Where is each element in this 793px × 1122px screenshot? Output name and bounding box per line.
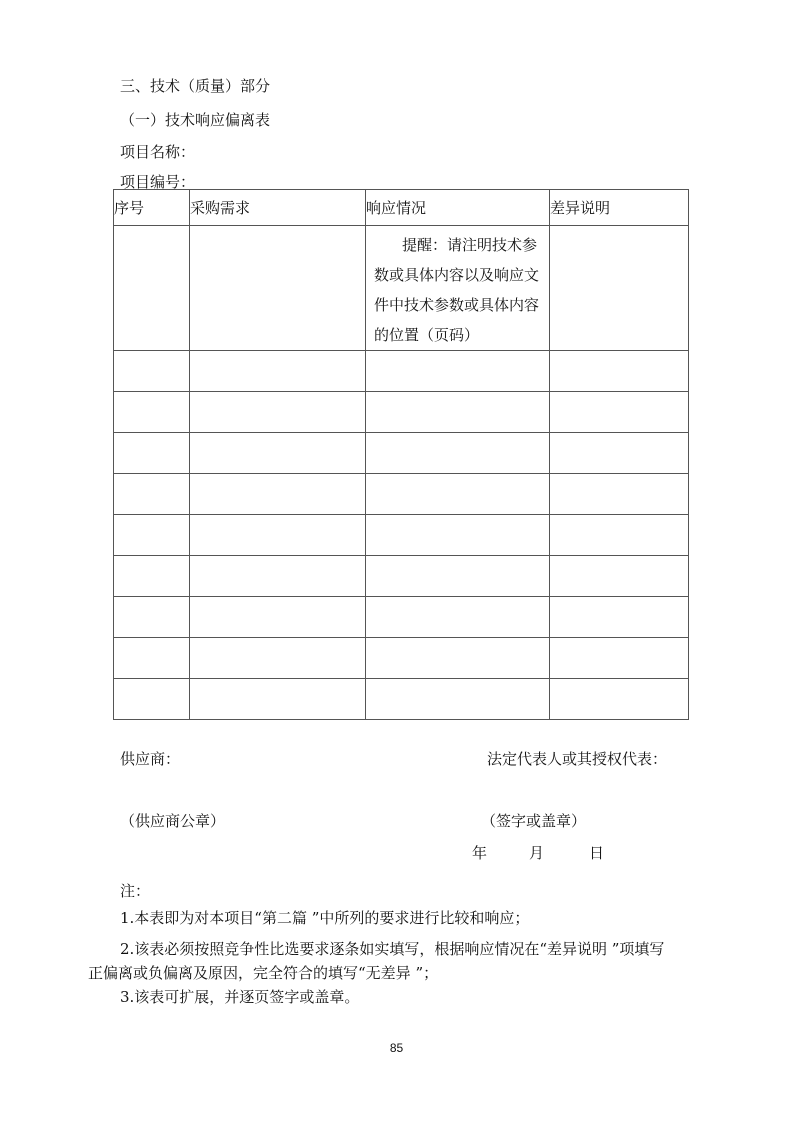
table-cell[interactable]: [190, 556, 366, 597]
table-cell[interactable]: [550, 433, 689, 474]
table-row: [114, 433, 689, 474]
notes-title: 注：: [120, 882, 151, 900]
table-cell[interactable]: [366, 474, 550, 515]
deviation-table: [113, 189, 689, 720]
header-difference: 差异说明: [550, 190, 689, 226]
table-cell[interactable]: [190, 515, 366, 556]
date-month-label: 月: [529, 844, 545, 862]
table-cell[interactable]: [114, 597, 190, 638]
note-item-1: 1.本表即为对本项目“第二篇 ”中所列的要求进行比较和响应；: [120, 909, 530, 927]
table-cell[interactable]: [366, 351, 550, 392]
table-cell[interactable]: [366, 679, 550, 720]
table-cell[interactable]: [114, 515, 190, 556]
table-cell[interactable]: [550, 474, 689, 515]
section-heading: 三、技术（质量）部分: [120, 77, 271, 95]
table-cell[interactable]: [190, 226, 366, 351]
page-number: 85: [389, 1041, 404, 1055]
table-cell[interactable]: [190, 597, 366, 638]
supplier-label: 供应商：: [120, 750, 181, 768]
table-header-row: [114, 190, 689, 226]
header-requirement: 采购需求: [190, 190, 366, 226]
table-cell[interactable]: [366, 638, 550, 679]
table-cell[interactable]: [366, 515, 550, 556]
table-cell[interactable]: [114, 433, 190, 474]
sign-or-seal-label: （签字或盖章）: [481, 812, 587, 830]
table-row: [114, 515, 689, 556]
table-cell[interactable]: [190, 392, 366, 433]
table-cell[interactable]: [550, 351, 689, 392]
supplier-seal-label: （供应商公章）: [120, 812, 226, 830]
legal-representative-label: 法定代表人或其授权代表：: [487, 750, 668, 768]
table-cell[interactable]: [366, 226, 550, 351]
table-row: [114, 638, 689, 679]
table-cell[interactable]: [550, 597, 689, 638]
table-cell[interactable]: [550, 226, 689, 351]
response-hint: 提醒：请注明技术参数或具体内容以及响应文件中技术参数或具体内容的位置（页码）: [374, 236, 540, 344]
table-cell[interactable]: [550, 515, 689, 556]
table-cell[interactable]: [190, 474, 366, 515]
note-item-3: 3.该表可扩展，并逐页签字或盖章。: [120, 988, 360, 1006]
table-cell[interactable]: [550, 679, 689, 720]
table-row: [114, 474, 689, 515]
table-cell[interactable]: [114, 351, 190, 392]
project-number-label: 项目编号：: [120, 173, 196, 191]
table-cell[interactable]: [190, 351, 366, 392]
table-row: [114, 679, 689, 720]
table-row: [114, 597, 689, 638]
table-cell[interactable]: [190, 433, 366, 474]
date-day-label: 日: [589, 844, 605, 862]
header-response: 响应情况: [366, 190, 550, 226]
table-cell[interactable]: [190, 679, 366, 720]
project-name-label: 项目名称：: [120, 143, 196, 161]
note-item-2-continued: 正偏离或负偏离及原因，完全符合的填写“无差异 ”；: [88, 964, 439, 982]
table-cell[interactable]: [550, 392, 689, 433]
table-cell[interactable]: [190, 638, 366, 679]
table-cell[interactable]: [114, 556, 190, 597]
date-year-label: 年: [472, 844, 488, 862]
header-seq: 序号: [114, 190, 190, 226]
table-cell[interactable]: [550, 638, 689, 679]
table-row: [114, 556, 689, 597]
table-row: [114, 392, 689, 433]
table-cell[interactable]: [114, 638, 190, 679]
table-row: [114, 226, 689, 351]
table-title: （一）技术响应偏离表: [120, 111, 271, 129]
table-cell[interactable]: [366, 433, 550, 474]
table-cell[interactable]: [366, 556, 550, 597]
table-cell[interactable]: [114, 679, 190, 720]
note-item-2: 2.该表必须按照竞争性比选要求逐条如实填写，根据响应情况在“差异说明 ”项填写: [120, 940, 665, 958]
table-cell[interactable]: [366, 392, 550, 433]
table-cell[interactable]: [114, 392, 190, 433]
table-cell[interactable]: [114, 474, 190, 515]
table-row: [114, 351, 689, 392]
table-cell[interactable]: [366, 597, 550, 638]
table-cell[interactable]: [550, 556, 689, 597]
table-cell[interactable]: [114, 226, 190, 351]
